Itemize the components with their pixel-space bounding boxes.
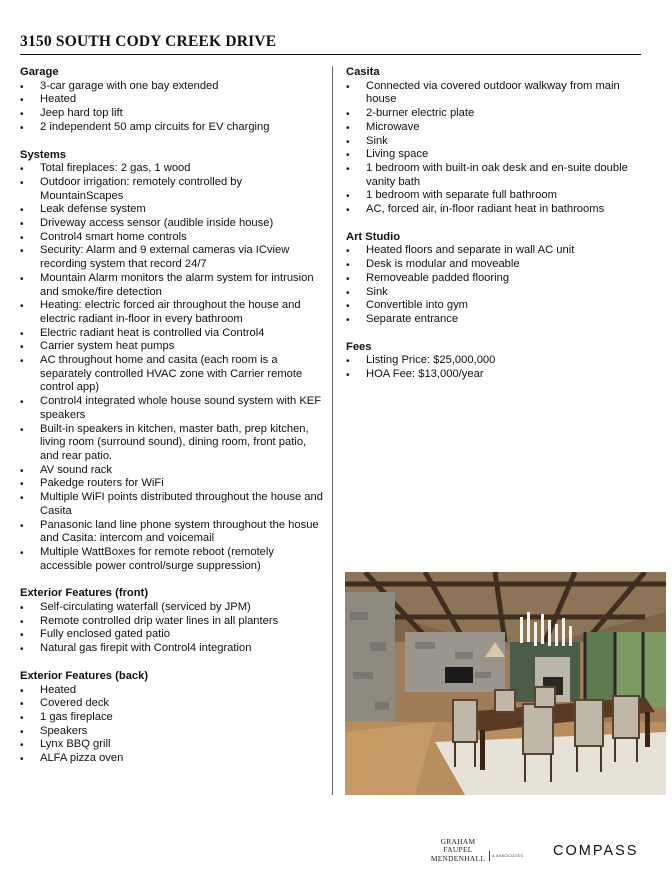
list-item (20, 176, 324, 203)
bullet-icon: • (346, 150, 350, 162)
list-item-text: Sink (366, 134, 388, 147)
list-item-text: 1 bedroom with separate full bathroom (366, 189, 557, 202)
dining-room-photo (345, 572, 666, 795)
logo-suffix: & ASSOCIATES (492, 853, 524, 858)
list-item (346, 107, 644, 121)
bullet-icon: • (20, 301, 24, 313)
title-rule (20, 54, 641, 55)
list-item-text: Separate entrance (366, 312, 459, 325)
list-item (20, 244, 324, 271)
list-item (20, 299, 324, 326)
logo-line-2: FAUPEL (443, 845, 473, 855)
section-exterior-features-front (20, 587, 324, 656)
list-item (346, 272, 644, 286)
list-item-text: Sink (366, 285, 388, 298)
list-item (20, 93, 324, 107)
bullet-icon: • (20, 616, 24, 628)
list-item-text: Self-circulating waterfall (serviced by JPM) (40, 601, 251, 614)
list-item (20, 272, 324, 299)
list-item-text: Built-in speakers in kitchen, master bath, prep kitchen, living room (surround sound), dining room, front patio, and rear patio. (40, 422, 309, 462)
list-item-text: Control4 integrated whole house sound system with KEF speakers (40, 395, 322, 421)
list-item-text: 1 bedroom with built-in oak desk and en-suite double vanity bath (366, 161, 628, 188)
list-item-text: Panasonic land line phone system throughout the hosue and Casita: intercom and voicemail (40, 518, 319, 545)
list-item-text: Fully enclosed gated patio (40, 628, 170, 641)
logo-line-3: MENDENHALL (430, 853, 486, 863)
list-item-text: 2-burner electric plate (366, 107, 475, 120)
list-item-text: Heated (40, 93, 77, 106)
bullet-icon: • (20, 493, 24, 505)
list-item (20, 628, 324, 642)
list-item (20, 217, 324, 231)
feature-list (20, 684, 324, 766)
section-garage (20, 66, 324, 135)
list-item-text: Multiple WiFI points distributed throughout the house and Casita (40, 491, 323, 517)
list-item-text: Multiple WattBoxes for remote reboot (remotely accessible power control/surge suppression) (40, 545, 274, 572)
bullet-icon: • (346, 370, 350, 382)
feature-list (20, 601, 324, 656)
bullet-icon: • (20, 95, 24, 107)
bullet-icon: • (20, 740, 24, 752)
list-item-text: Electric radiant heat is controlled via Control4 (40, 326, 265, 339)
bullet-icon: • (20, 699, 24, 711)
list-item (346, 203, 644, 217)
list-item-text: Outdoor irrigation: remotely controlled by MountainScapes (40, 175, 243, 202)
list-item (346, 368, 644, 382)
section-heading: Casita (346, 66, 380, 78)
bullet-icon: • (346, 287, 350, 299)
list-item (20, 107, 324, 121)
page-title: 3150 SOUTH CODY CREEK DRIVE (20, 33, 277, 50)
list-item-text: AV sound rack (40, 463, 112, 476)
list-item (20, 684, 324, 698)
list-item (346, 80, 644, 107)
list-item-text: Leak defense system (40, 203, 146, 216)
list-item (20, 615, 324, 629)
list-item (346, 148, 644, 162)
bullet-icon: • (346, 314, 350, 326)
list-item-text: Heated (40, 683, 77, 696)
bullet-icon: • (20, 232, 24, 244)
list-item-text: 2 independent 50 amp circuits for EV charging (40, 120, 270, 133)
list-item (20, 203, 324, 217)
section-exterior-features-back (20, 670, 324, 766)
bullet-icon: • (346, 356, 350, 368)
section-heading: Systems (20, 148, 67, 161)
list-item (20, 711, 324, 725)
list-item (20, 752, 324, 766)
list-item-text: Convertible into gym (366, 299, 468, 312)
list-item (346, 135, 644, 149)
bullet-icon: • (346, 273, 350, 285)
bullet-icon: • (20, 712, 24, 724)
list-item (20, 464, 324, 478)
bullet-icon: • (346, 109, 350, 121)
bullet-icon: • (20, 397, 24, 409)
gfm-logo[interactable] (426, 838, 536, 868)
bullet-icon: • (20, 754, 24, 766)
section-heading: Exterior Features (back) (20, 669, 149, 682)
feature-list (20, 162, 324, 573)
bullet-icon: • (20, 205, 24, 217)
list-item (346, 244, 644, 258)
feature-list (20, 80, 324, 135)
list-item (20, 697, 324, 711)
section-systems (20, 149, 324, 574)
list-item-text: AC throughout home and casita (each room is a separately controlled HVAC zone with Carrier remote control app) (40, 354, 303, 394)
bullet-icon: • (346, 246, 350, 258)
left-column (20, 66, 324, 780)
list-item-text: Driveway access sensor (audible inside house) (40, 217, 274, 230)
list-item-text: Pakedge routers for WiFi (40, 477, 164, 490)
list-item (20, 738, 324, 752)
list-item (346, 162, 644, 189)
list-item (20, 395, 324, 422)
bullet-icon: • (20, 547, 24, 559)
bullet-icon: • (20, 479, 24, 491)
dining-room-photo-drawing (345, 572, 666, 795)
feature-list (346, 244, 644, 326)
compass-logo[interactable]: COMPASS (553, 843, 639, 859)
right-column (346, 66, 644, 396)
section-fees (346, 341, 644, 382)
list-item (346, 286, 644, 300)
list-item-text: Heating: electric forced air throughout the house and electric radiant in-floor in every bathroom (40, 299, 301, 325)
bullet-icon: • (20, 685, 24, 697)
bullet-icon: • (20, 424, 24, 436)
feature-list (346, 354, 644, 381)
list-item (20, 80, 324, 94)
list-item-text: Jeep hard top lift (40, 107, 123, 120)
bullet-icon: • (20, 630, 24, 642)
list-item (346, 189, 644, 203)
section-casita (346, 66, 644, 217)
list-item (20, 340, 324, 354)
section-heading: Garage (20, 66, 59, 78)
section-heading: Exterior Features (front) (20, 587, 149, 600)
bullet-icon: • (20, 644, 24, 656)
bullet-icon: • (20, 177, 24, 189)
bullet-icon: • (346, 260, 350, 272)
bullet-icon: • (346, 81, 350, 93)
logo-divider (489, 851, 490, 861)
list-item (20, 725, 324, 739)
list-item (20, 642, 324, 656)
list-item-text: Listing Price: $25,000,000 (366, 354, 496, 367)
list-item-text: ALFA pizza oven (40, 752, 124, 765)
bullet-icon: • (346, 163, 350, 175)
list-item-text: 1 gas fireplace (40, 710, 113, 723)
list-item-text: Desk is modular and moveable (366, 258, 520, 271)
bullet-icon: • (20, 465, 24, 477)
bullet-icon: • (20, 356, 24, 368)
list-item-text: Total fireplaces: 2 gas, 1 wood (40, 162, 191, 175)
list-item-text: Covered deck (40, 697, 110, 710)
bullet-icon: • (20, 81, 24, 93)
list-item-text: Control4 smart home controls (40, 230, 187, 243)
bullet-icon: • (20, 273, 24, 285)
list-item-text: Removeable padded flooring (366, 271, 510, 284)
section-heading: Fees (346, 340, 372, 353)
list-item-text: Mountain Alarm monitors the alarm system for intrusion and smoke/fire detection (40, 271, 314, 298)
bullet-icon: • (346, 122, 350, 134)
list-item-text: Heated floors and separate in wall AC unit (366, 244, 575, 257)
list-item (20, 601, 324, 615)
list-item (346, 258, 644, 272)
list-item-text: Microwave (366, 120, 420, 133)
list-item-text: 3-car garage with one bay extended (40, 79, 219, 92)
list-item-text: Lynx BBQ grill (40, 738, 111, 751)
list-item-text: AC, forced air, in-floor radiant heat in bathrooms (366, 203, 605, 216)
section-art-studio (346, 231, 644, 327)
bullet-icon: • (20, 520, 24, 532)
list-item-text: HOA Fee: $13,000/year (366, 368, 484, 381)
list-item (20, 354, 324, 395)
list-item-text: Natural gas firepit with Control4 integration (40, 642, 252, 655)
logo-line-1: GRAHAM (440, 837, 476, 846)
list-item (20, 491, 324, 518)
bullet-icon: • (20, 246, 24, 258)
list-item (346, 299, 644, 313)
list-item-text: Carrier system heat pumps (40, 340, 175, 353)
list-item (20, 423, 324, 464)
list-item-text: Speakers (40, 724, 88, 737)
bullet-icon: • (20, 603, 24, 615)
bullet-icon: • (20, 726, 24, 738)
list-item (20, 477, 324, 491)
list-item-text: Remote controlled drip water lines in all planters (40, 614, 279, 627)
bullet-icon: • (346, 136, 350, 148)
list-item-text: Connected via covered outdoor walkway from main house (366, 79, 620, 106)
list-item (20, 231, 324, 245)
bullet-icon: • (20, 122, 24, 134)
list-item (20, 327, 324, 341)
list-item-text: Security: Alarm and 9 external cameras via ICview recording system that record 24/7 (40, 244, 290, 271)
section-heading: Art Studio (346, 230, 401, 243)
list-item (346, 121, 644, 135)
bullet-icon: • (346, 191, 350, 203)
bullet-icon: • (346, 205, 350, 217)
list-item (20, 546, 324, 573)
list-item-text: Living space (366, 148, 429, 161)
list-item (20, 162, 324, 176)
list-item (20, 121, 324, 135)
bullet-icon: • (20, 109, 24, 121)
column-divider (332, 66, 333, 795)
list-item (346, 313, 644, 327)
bullet-icon: • (20, 164, 24, 176)
bullet-icon: • (20, 219, 24, 231)
bullet-icon: • (346, 301, 350, 313)
bullet-icon: • (20, 342, 24, 354)
list-item (346, 354, 644, 368)
bullet-icon: • (20, 328, 24, 340)
feature-list (346, 80, 644, 217)
list-item (20, 519, 324, 546)
